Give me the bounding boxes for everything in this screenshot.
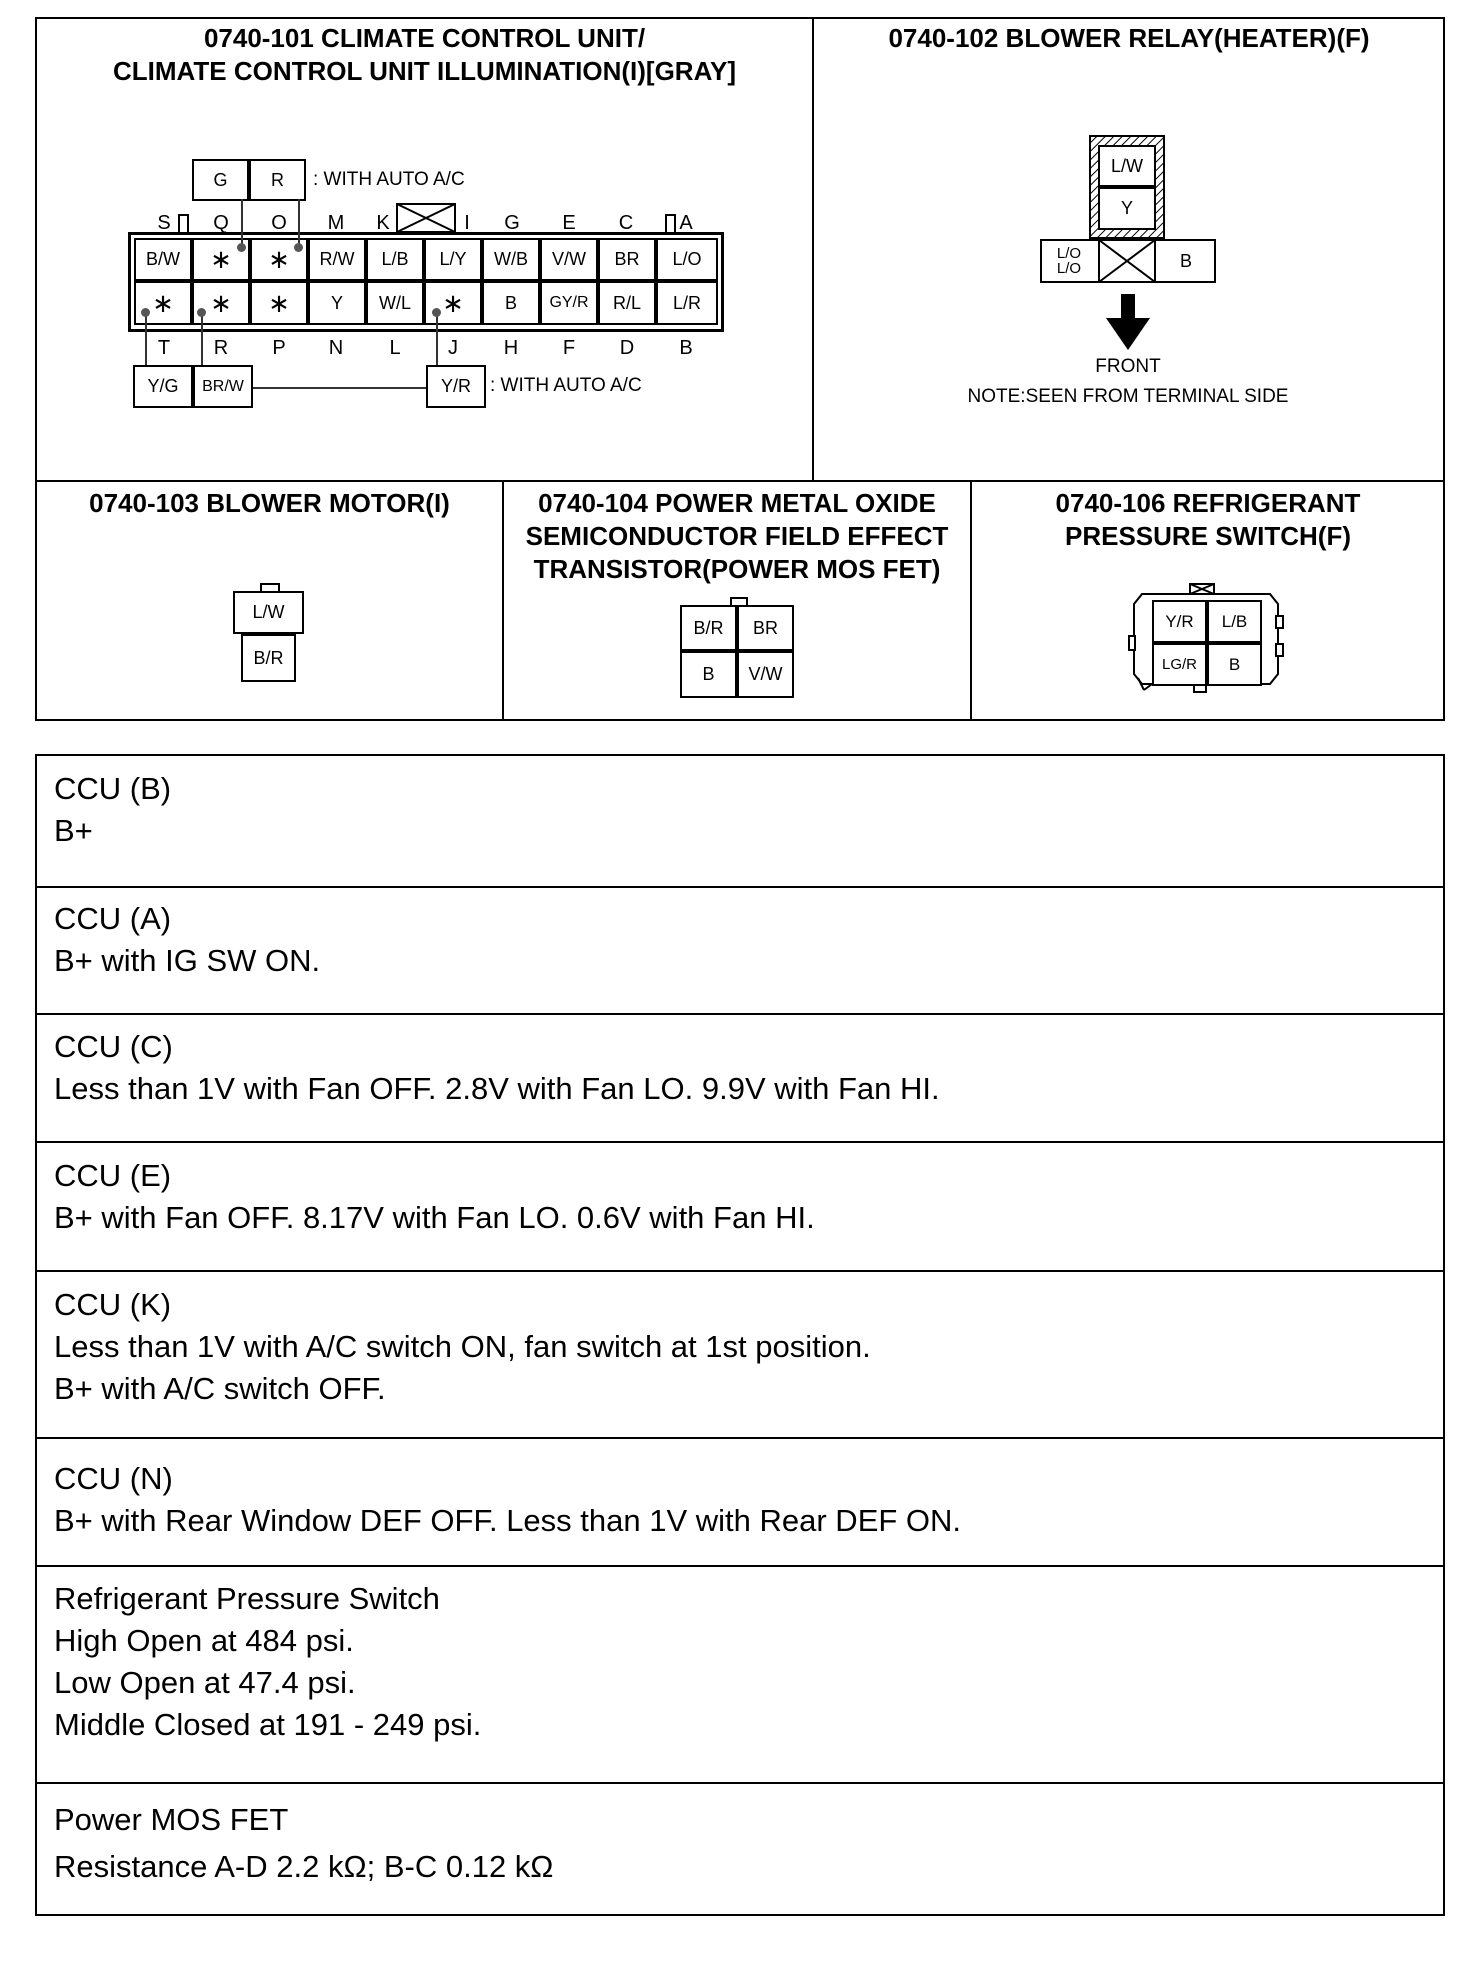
ccu-pin-label: J xyxy=(448,337,458,359)
ccu-wire xyxy=(145,312,147,366)
title-0740-106-line1: 0740-106 REFRIGERANT xyxy=(1055,488,1361,518)
title-0740-101-line1: 0740-101 CLIMATE CONTROL UNIT/ xyxy=(203,23,646,53)
note-line: Low Open at 47.4 psi. xyxy=(54,1665,356,1700)
ccu-wire-dot xyxy=(141,308,150,317)
relay-pin-lo-2: L/O xyxy=(1056,260,1082,277)
ccu-key-tab xyxy=(178,214,189,234)
ccu-pin-cell: ∗ xyxy=(192,238,250,281)
ccu-pin-cell: ∗ xyxy=(134,281,192,325)
panel-divider-top xyxy=(812,17,814,481)
ccu-pin-cell: R/L xyxy=(598,281,656,325)
note-line: Less than 1V with A/C switch ON, fan switch at 1st position. xyxy=(54,1329,871,1364)
relay-blank-pin-icon xyxy=(1098,239,1156,283)
note-line: B+ with Rear Window DEF OFF. Less than 1V with Rear DEF ON. xyxy=(54,1503,962,1538)
note-ccu-n xyxy=(36,1446,1444,1542)
ccu-pin-label: S xyxy=(157,212,171,234)
ccu-pin-label: N xyxy=(328,337,344,359)
ccu-pin-cell: BR xyxy=(598,238,656,281)
ccu-auto-cell-yr: Y/R xyxy=(426,365,486,408)
ccu-pin-label: F xyxy=(562,337,576,359)
note-line: B+ with IG SW ON. xyxy=(54,943,321,978)
notes-divider xyxy=(36,1437,1444,1439)
ccu-pin-cell: R/W xyxy=(308,238,366,281)
note-title: CCU (C) xyxy=(54,1029,173,1064)
ccu-wire xyxy=(298,199,300,246)
ccu-wire-dot xyxy=(432,308,441,317)
ccu-pin-label: R xyxy=(213,337,229,359)
pressure-switch-pin-b: B xyxy=(1207,643,1262,686)
note-power-mos-fet xyxy=(36,1784,1444,1890)
note-ccu-a xyxy=(36,886,1444,982)
ccu-pin-label: G xyxy=(504,212,520,234)
ccu-pin-cell: W/B xyxy=(482,238,540,281)
ccu-auto-cell-brw: BR/W xyxy=(193,365,253,408)
title-0740-101-line2: CLIMATE CONTROL UNIT ILLUMINATION(I)[GRAY] xyxy=(113,56,736,86)
ccu-auto-note-bottom: : WITH AUTO A/C xyxy=(490,375,642,396)
note-title: CCU (N) xyxy=(54,1461,173,1496)
note-line: B+ xyxy=(54,813,93,848)
note-title: CCU (B) xyxy=(54,771,172,806)
ccu-pin-cell: ∗ xyxy=(424,281,482,325)
note-refrigerant-pressure-switch xyxy=(36,1566,1444,1746)
ccu-pin-label: L xyxy=(389,337,401,359)
relay-pin-y: Y xyxy=(1098,187,1156,230)
ccu-auto-cell-g: G xyxy=(192,159,249,201)
ccu-wire-dot xyxy=(294,243,303,252)
note-title: Power MOS FET xyxy=(54,1802,289,1837)
ccu-auto-cell-r: R xyxy=(249,159,306,201)
pressure-switch-pin-lgr: LG/R xyxy=(1152,643,1207,686)
note-ccu-e xyxy=(36,1143,1444,1239)
title-0740-104-line2: SEMICONDUCTOR FIELD EFFECT xyxy=(525,521,949,551)
ccu-pin-cell: L/Y xyxy=(424,238,482,281)
relay-pin-lw: L/W xyxy=(1098,145,1156,187)
pressure-switch-pin-lb: L/B xyxy=(1207,600,1262,643)
blower-motor-pin-lw: L/W xyxy=(233,591,304,634)
ccu-pin-cell: B/W xyxy=(134,238,192,281)
ccu-pin-cell: ∗ xyxy=(250,238,308,281)
ccu-lock-icon xyxy=(396,203,456,233)
ccu-pin-label: C xyxy=(618,212,634,234)
ccu-pin-cell: ∗ xyxy=(192,281,250,325)
ccu-pin-label: K xyxy=(376,212,390,234)
ccu-pin-label: D xyxy=(619,337,635,359)
note-title: CCU (A) xyxy=(54,901,172,936)
ccu-pin-label: H xyxy=(503,337,519,359)
ccu-auto-cell-yg: Y/G xyxy=(133,365,193,408)
note-ccu-b xyxy=(36,756,1444,852)
ccu-key-tab xyxy=(665,214,676,234)
title-0740-103: 0740-103 BLOWER MOTOR(I) xyxy=(89,488,450,518)
title-0740-104-line3: TRANSISTOR(POWER MOS FET) xyxy=(533,554,941,584)
ccu-pin-label: T xyxy=(157,337,171,359)
title-0740-104-line1: 0740-104 POWER METAL OXIDE xyxy=(538,488,936,518)
ccu-pin-cell: W/L xyxy=(366,281,424,325)
ccu-wire xyxy=(201,312,203,366)
relay-pin-b: B xyxy=(1179,250,1192,271)
relay-pin-lo-1: L/O xyxy=(1056,245,1082,262)
title-0740-104 xyxy=(504,487,970,586)
blower-motor-pin-br: B/R xyxy=(241,634,296,682)
mosfet-pin-vw: V/W xyxy=(737,651,794,698)
ccu-pin-cell: L/B xyxy=(366,238,424,281)
relay-view-note: NOTE:SEEN FROM TERMINAL SIDE xyxy=(967,386,1289,407)
ccu-wire xyxy=(436,312,438,366)
ccu-pin-label: I xyxy=(464,212,470,234)
ccu-wire xyxy=(241,199,243,246)
pressure-switch-pin-yr: Y/R xyxy=(1152,600,1207,643)
ccu-pin-label: E xyxy=(562,212,576,234)
note-title: CCU (K) xyxy=(54,1287,172,1322)
note-line: Middle Closed at 191 - 249 psi. xyxy=(54,1707,482,1742)
relay-pin-lo-pair xyxy=(1040,239,1098,283)
ccu-pin-label: M xyxy=(327,212,345,234)
note-ccu-c xyxy=(36,1014,1444,1110)
ccu-pin-cell: L/R xyxy=(656,281,718,325)
note-line: Less than 1V with Fan OFF. 2.8V with Fan LO. 9.9V with Fan HI. xyxy=(54,1071,940,1106)
title-0740-106-line2: PRESSURE SWITCH(F) xyxy=(1065,521,1351,551)
note-line: B+ with A/C switch OFF. xyxy=(54,1371,386,1406)
ccu-pin-cell: GY/R xyxy=(540,281,598,325)
title-0740-102: 0740-102 BLOWER RELAY(HEATER)(F) xyxy=(888,23,1370,53)
ccu-pin-cell: B xyxy=(482,281,540,325)
ccu-pin-cell: L/O xyxy=(656,238,718,281)
ccu-wire-dot xyxy=(197,308,206,317)
ccu-pin-label: Q xyxy=(213,212,229,234)
title-0740-101 xyxy=(37,22,812,88)
ccu-pin-label: P xyxy=(272,337,286,359)
ccu-pin-label: A xyxy=(679,212,693,234)
note-line: High Open at 484 psi. xyxy=(54,1623,354,1658)
ccu-wire-dot xyxy=(237,243,246,252)
ccu-auto-note-top: : WITH AUTO A/C xyxy=(313,169,465,190)
mosfet-pin-b: B xyxy=(680,651,737,698)
note-line: B+ with Fan OFF. 8.17V with Fan LO. 0.6V with Fan HI. xyxy=(54,1200,815,1235)
ccu-pin-label: O xyxy=(271,212,287,234)
note-title: Refrigerant Pressure Switch xyxy=(54,1581,440,1616)
ccu-pin-label: B xyxy=(679,337,693,359)
note-title: CCU (E) xyxy=(54,1158,172,1193)
panel-divider-horizontal xyxy=(35,480,1445,482)
ccu-pin-cell: Y xyxy=(308,281,366,325)
note-line: Resistance A-D 2.2 kΩ; B-C 0.12 kΩ xyxy=(54,1849,554,1884)
ccu-wire xyxy=(253,387,427,389)
mosfet-pin-br-right: BR xyxy=(737,605,794,651)
note-ccu-k xyxy=(36,1272,1444,1410)
title-0740-106 xyxy=(972,487,1444,553)
mosfet-pin-br-left: B/R xyxy=(680,605,737,651)
ccu-pin-cell: ∗ xyxy=(250,281,308,325)
relay-front-label: FRONT xyxy=(1095,356,1161,377)
ccu-pin-cell: V/W xyxy=(540,238,598,281)
front-arrow-icon xyxy=(1106,294,1150,350)
